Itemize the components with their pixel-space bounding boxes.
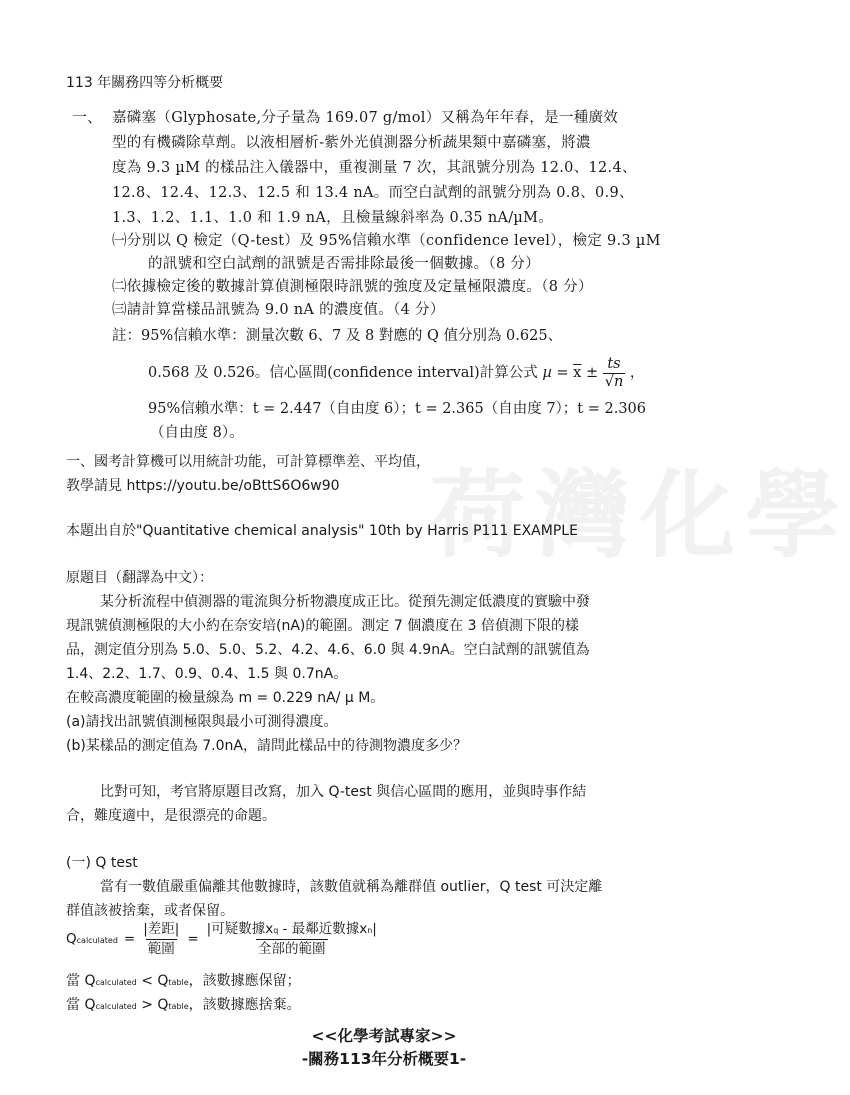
sub-question-1: ㈠分別以 Q 檢定（Q-test）及 95%信賴水準（confidence level），檢定 9.3 µM xyxy=(112,233,661,249)
comment-line: 合，難度適中，是很漂亮的命題。 xyxy=(66,808,276,824)
qtest-line: 群值該被捨棄，或者保留。 xyxy=(66,903,234,919)
original-line: 某分析流程中偵測器的電流與分析物濃度成正比。從預先測定低濃度的實驗中發 xyxy=(100,594,590,610)
note-formula-line xyxy=(148,357,644,389)
original-line: 現訊號偵測極限的大小約在奈安培(nA)的範圍。測定 7 個濃度在 3 倍偵測下限的樣 xyxy=(66,618,579,634)
comment-line: 比對可知，考官將原題目改寫，加入 Q-test 與信心區間的應用，並與時事作結 xyxy=(100,784,587,800)
reject-rule: 當 Qcalculated > Qtable，該數據應捨棄。 xyxy=(66,997,301,1013)
difference-range-fraction xyxy=(141,922,181,957)
note-line: 註：95%信賴水準：測量次數 6、7 及 8 對應的 Q 值分別為 0.625、 xyxy=(112,328,563,344)
footer-page-number: -關務113年分析概要1- xyxy=(301,1050,467,1068)
plus-minus-symbol: ± xyxy=(585,365,599,381)
fraction-denominator xyxy=(603,373,626,390)
footer-brand: <<化學考試專家>> xyxy=(311,1027,457,1045)
original-line: (a)請找出訊號偵測極限與最小可測得濃度。 xyxy=(66,714,338,730)
video-label: 教學請見 xyxy=(66,478,122,494)
q-symbol: Qcalculated xyxy=(66,931,118,948)
qtest-title: (一) Q test xyxy=(66,855,138,871)
question-line: 型的有機磷除草劑。以液相層析-紫外光偵測器分析蔬果類中嘉磷塞，將濃 xyxy=(112,135,591,151)
calculator-note: 一、國考計算機可以用統計功能，可計算標準差、平均值， xyxy=(66,454,430,470)
ts-fraction xyxy=(603,357,626,389)
comma: ， xyxy=(629,365,645,381)
note-line: 95%信賴水準：t = 2.447（自由度 6）；t = 2.365（自由度 7）；t = 2.306 xyxy=(148,401,647,417)
mu-symbol: µ xyxy=(542,365,552,381)
original-line: 品，測定值分別為 5.0、5.0、5.2、4.2、4.6、6.0 與 4.9nA。空白試劑的訊號值為 xyxy=(66,642,590,658)
fraction-denominator: 範圍 xyxy=(147,940,175,957)
question-line: 嘉磷塞（Glyphosate,分子量為 169.07 g/mol）又稱為年年春，是一種廣效 xyxy=(112,110,619,126)
note-text: 0.568 及 0.526。信心區間(confidence interval)計算公式 xyxy=(148,365,538,381)
keep-rule: 當 Qcalculated < Qtable，該數據應保留； xyxy=(66,973,301,989)
watermark: 荷灣化學 xyxy=(430,461,850,571)
question-line: 1.3、1.2、1.1、1.0 和 1.9 nA，且檢量線斜率為 0.35 nA/µM。 xyxy=(112,210,554,226)
sub-question-2: ㈡依據檢定後的數據計算偵測極限時訊號的強度及定量極限濃度。（8 分） xyxy=(112,279,593,295)
q-formula xyxy=(66,922,379,957)
x-bar-symbol: $\overline{x}$ xyxy=(573,365,582,381)
fraction-numerator: ts xyxy=(607,356,621,372)
qtest-line: 當有一數值嚴重偏離其他數據時，該數值就稱為離群值 outlier，Q test 可決定離 xyxy=(100,879,603,895)
question-line: 度為 9.3 µM 的樣品注入儀器中，重複測量 7 次，其訊號分別為 12.0、12.4、 xyxy=(112,160,637,176)
sqrt-symbol: √ xyxy=(604,373,614,390)
sub-question-3: ㈢請計算當樣品訊號為 9.0 nA 的濃度值。（4 分） xyxy=(112,302,445,318)
equals-symbol: = xyxy=(123,931,136,948)
original-title: 原題目（翻譯為中文）： xyxy=(66,570,213,586)
suspect-value-fraction xyxy=(205,922,379,957)
question-number: 一、 xyxy=(72,108,103,126)
video-line xyxy=(66,475,340,495)
note-line: （自由度 8）。 xyxy=(150,425,244,441)
sub-question-1-cont: 的訊號和空白試劑的訊號是否需排除最後一個數據。（8 分） xyxy=(148,256,540,272)
page-header: 113 年關務四等分析概要 xyxy=(66,75,224,91)
fraction-numerator: |差距| xyxy=(143,921,180,937)
equals-symbol: = xyxy=(187,931,199,948)
original-line: (b)某樣品的測定值為 7.0nA，請問此樣品中的待測物濃度多少？ xyxy=(66,738,467,754)
n-symbol: n xyxy=(613,373,624,390)
question-line: 12.8、12.4、12.3、12.5 和 13.4 nA。而空白試劑的訊號分別為 0.8、0.9、 xyxy=(112,185,634,201)
video-link[interactable]: https://youtu.be/oBttS6O6w90 xyxy=(126,478,340,494)
original-line: 在較高濃度範圍的檢量線為 m = 0.229 nA/ µ M。 xyxy=(66,690,385,706)
equals-symbol: = xyxy=(556,365,569,381)
original-line: 1.4、2.2、1.7、0.9、0.4、1.5 與 0.7nA。 xyxy=(66,666,348,682)
fraction-denominator: 全部的範圍 xyxy=(258,940,326,957)
source-line: 本題出自於"Quantitative chemical analysis" 10th by Harris P111 EXAMPLE xyxy=(66,523,578,539)
fraction-numerator: |可疑數據xq - 最鄰近數據xn| xyxy=(206,921,377,937)
